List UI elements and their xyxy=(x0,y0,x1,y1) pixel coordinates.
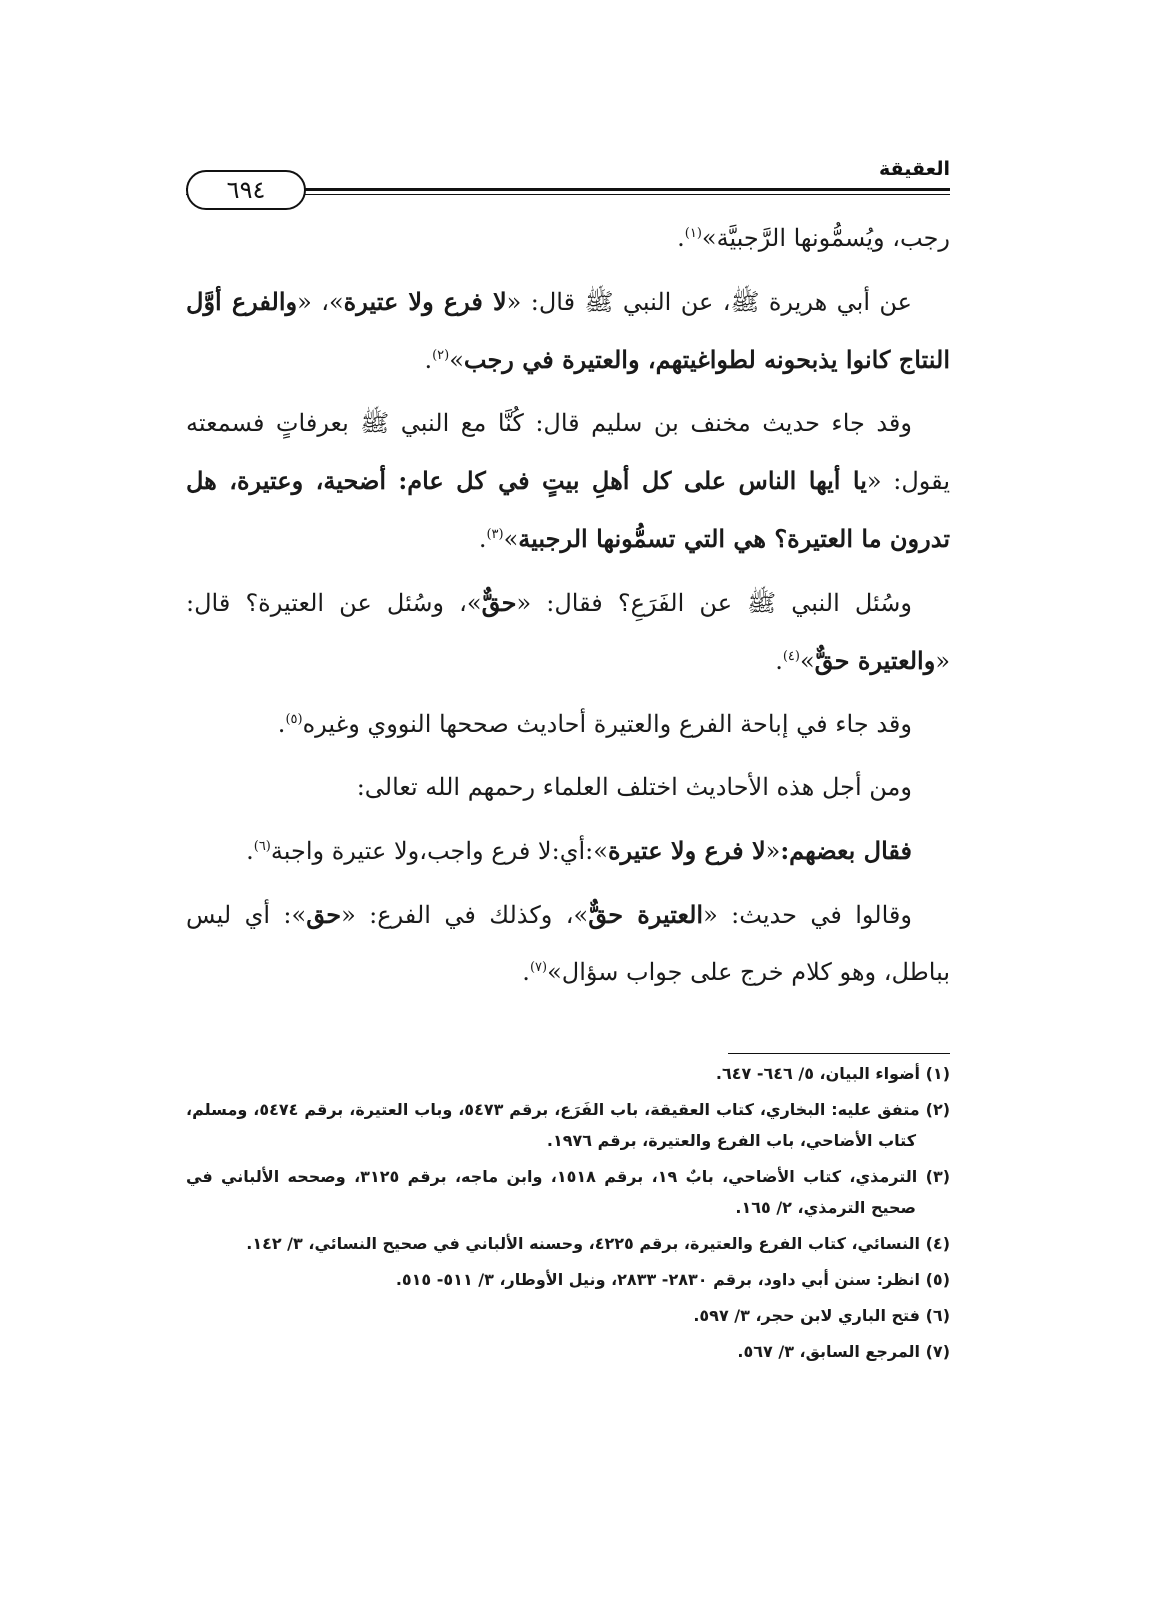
lead-phrase: فقال بعضهم: xyxy=(780,836,912,865)
paragraph-text: وقد جاء في إباحة الفرع والعتيرة أحاديث صححها النووي وغيره xyxy=(302,710,912,738)
hadith-text: لا فرع ولا عتيرة xyxy=(343,287,507,316)
page-header xyxy=(186,150,950,210)
paragraph-text: رجب، ويُسمُّونها الرَّجبيَّة» xyxy=(701,224,950,252)
footnote-separator xyxy=(728,1053,950,1054)
paragraph-2: عن أبي هريرة ﷺ، عن النبي ﷺ قال: «لا فرع ولا عتيرة»، «والفرع أوَّل النتاج كانوا يذبحونه لطواغيتهم، والعتيرة في رجب»$^{(٢)}$. xyxy=(186,287,950,374)
running-title: العقيقة xyxy=(879,158,950,180)
footnote-item: (٢) متفق عليه: البخاري، كتاب العقيقة، باب الفَرَع، برقم ٥٤٧٣، وباب العتيرة، برقم ٥٤٧٤، ومسلم، كتاب الأضاحي، باب الفرع والعتيرة، برقم ١٩٧٦. xyxy=(186,1100,951,1150)
footnote-marker: (٢) xyxy=(432,348,450,363)
paragraph-text: ومن أجل هذه الأحاديث اختلف العلماء رحمهم الله تعالى: xyxy=(356,773,912,801)
hadith-text: حق xyxy=(306,900,342,929)
hadith-text: حقٌّ xyxy=(481,588,517,617)
paragraph-5: وقد جاء في إباحة الفرع والعتيرة أحاديث صححها النووي وغيره$^{(٥)}$. xyxy=(277,710,912,738)
footnote-marker: (٧) xyxy=(529,960,548,975)
footnote-marker: (١) xyxy=(684,226,702,241)
footnote-marker: (٦) xyxy=(253,839,271,854)
paragraph-text: »:أي:لا فرع واجب،ولا عتيرة واجبة xyxy=(270,837,608,865)
footnote-item: (٣) الترمذي، كتاب الأضاحي، بابٌ ١٩، برقم ١٥١٨، وابن ماجه، برقم ٣١٢٥، وصححه الألباني في صحيح الترمذي، ٢/ ١٦٥. xyxy=(186,1167,951,1217)
paragraph-6 xyxy=(186,759,950,816)
footnote-item: (٤) النسائي، كتاب الفرع والعتيرة، برقم ٤٢٢٥، وحسنه الألباني في صحيح النسائي، ٣/ ١٤٢. xyxy=(246,1234,950,1253)
footnote-item: (٧) المرجع السابق، ٣/ ٥٦٧. xyxy=(737,1342,950,1361)
paragraph-8: وقالوا في حديث: «العتيرة حقٌّ»، وكذلك في الفرع: «حق»: أي ليس بباطل، وهو كلام خرج على جواب سؤال»$^{(٧)}$. xyxy=(186,900,950,986)
footnotes xyxy=(186,1058,950,1372)
footnote-item: (١) أضواء البيان، ٥/ ٦٤٦- ٦٤٧. xyxy=(715,1064,950,1083)
paragraph-text: »، وسُئل عن العتيرة؟ قال: « xyxy=(186,589,950,675)
hadith-text: العتيرة حقٌّ xyxy=(588,900,704,929)
paragraph-text: »، وكذلك في الفرع: « xyxy=(341,901,589,929)
paragraph-text: » xyxy=(449,346,464,374)
footnote-marker: (٣) xyxy=(486,527,504,542)
paragraph-text: عن أبي هريرة ﷺ، عن النبي ﷺ قال: « xyxy=(506,288,913,316)
footnote-marker: (٤) xyxy=(782,649,800,664)
paragraph-text: وقد جاء حديث مخنف بن سليم قال: كُنَّا مع النبي ﷺ بعرفاتٍ فسمعته يقول: « xyxy=(186,409,950,495)
paragraph-text: وسُئل النبي ﷺ عن الفَرَعِ؟ فقال: « xyxy=(516,589,912,617)
hadith-text: والفرع أوَّل النتاج كانوا يذبحونه لطواغيتهم، والعتيرة في رجب xyxy=(186,287,950,374)
paragraph-4: وسُئل النبي ﷺ عن الفَرَعِ؟ فقال: «حقٌّ»، وسُئل عن العتيرة؟ قال: «والعتيرة حقٌّ»$^{(٤)}$. xyxy=(186,588,950,675)
footnote-item: (٥) انظر: سنن أبي داود، برقم ٢٨٣٠- ٢٨٣٣، ونيل الأوطار، ٣/ ٥١١- ٥١٥. xyxy=(395,1270,950,1289)
paragraph-text: »، « xyxy=(297,288,344,316)
footnote-marker: (٥) xyxy=(285,712,303,727)
hadith-text: يا أيها الناس على كل أهلِ بيتٍ في كل عام: أضحية، وعتيرة، هل تدرون ما العتيرة؟ هي التي تسمُّونها الرجبية xyxy=(186,466,950,553)
paragraph-text: » xyxy=(799,647,815,675)
paragraph-text: » xyxy=(503,525,519,553)
paragraph-7: فقال بعضهم:«لا فرع ولا عتيرة»:أي:لا فرع واجب،ولا عتيرة واجبة$^{(٦)}$. xyxy=(246,836,912,865)
page-number: ٦٩٤ xyxy=(186,170,306,210)
footnote-item: (٦) فتح الباري لابن حجر، ٣/ ٥٩٧. xyxy=(693,1306,950,1325)
paragraph-text: »: أي ليس بباطل، وهو كلام خرج على جواب سؤال» xyxy=(186,901,950,986)
main-text xyxy=(186,210,950,1007)
paragraph-3: وقد جاء حديث مخنف بن سليم قال: كُنَّا مع النبي ﷺ بعرفاتٍ فسمعته يقول: «يا أيها الناس على كل أهلِ بيتٍ في كل عام: أضحية، وعتيرة، هل تدرون ما العتيرة؟ هي التي تسمُّونها الرجبية»$^{(٣)}$. xyxy=(186,409,950,553)
hadith-text: لا فرع ولا عتيرة xyxy=(607,836,766,865)
paragraph-1: رجب، ويُسمُّونها الرَّجبيَّة»$^{(١)}$. xyxy=(677,224,950,252)
paragraph-text: « xyxy=(765,837,781,865)
paragraph-text: وقالوا في حديث: « xyxy=(703,901,912,929)
hadith-text: والعتيرة حقٌّ xyxy=(814,646,936,675)
